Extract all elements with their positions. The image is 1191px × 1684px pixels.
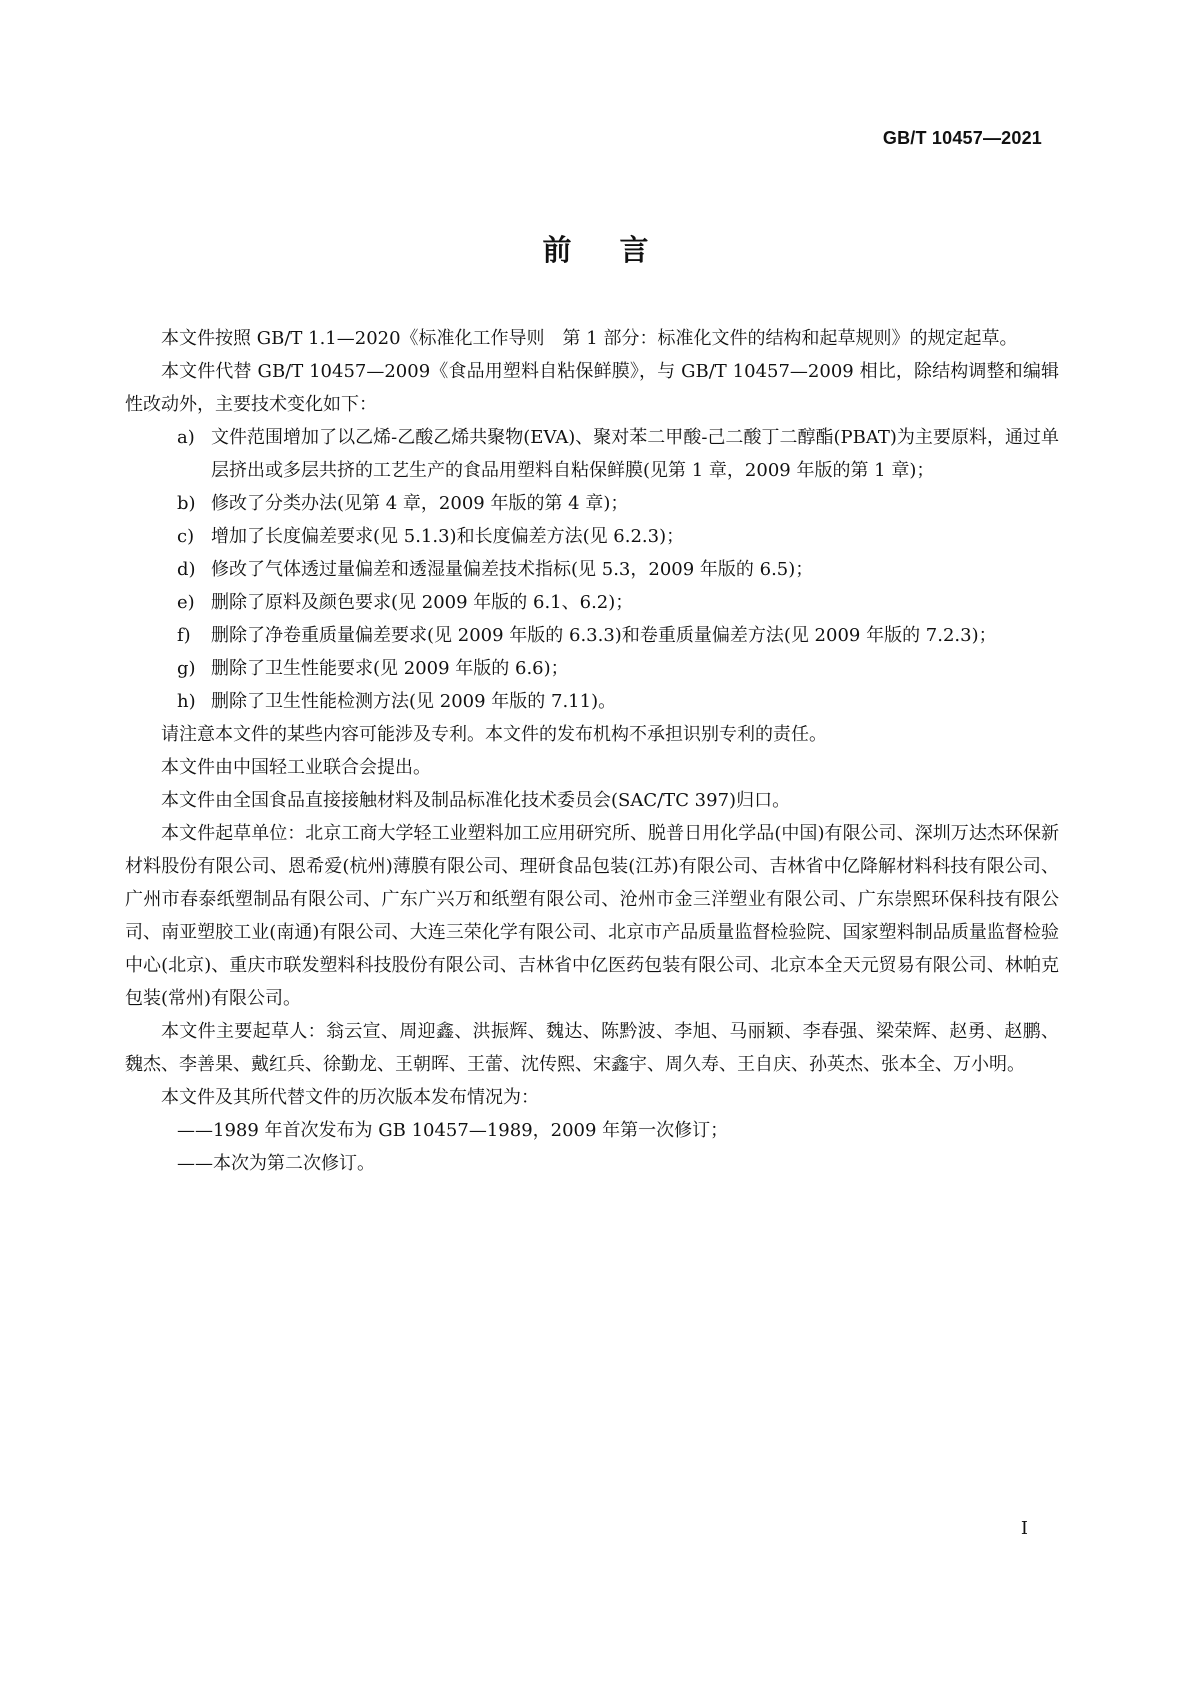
list-item-label: e) bbox=[177, 592, 195, 613]
list-item-text: 删除了原料及颜色要求(见 2009 年版的 6.1、6.2)； bbox=[211, 592, 634, 613]
list-item-label: d) bbox=[177, 559, 196, 580]
paragraph-history-intro: 本文件及其所代替文件的历次版本发布情况为： bbox=[161, 1087, 539, 1108]
list-item-label: f) bbox=[177, 625, 191, 646]
list-item-text: 增加了长度偏差要求(见 5.1.3)和长度偏差方法(见 6.2.3)； bbox=[211, 526, 685, 547]
list-item bbox=[125, 487, 1059, 520]
list-item bbox=[125, 553, 1059, 586]
paragraph-drafting-units: 本文件起草单位：北京工商大学轻工业塑料加工应用研究所、脱普日用化学品(中国)有限公司、深圳万达杰环保新材料股份有限公司、恩希爱(杭州)薄膜有限公司、理研食品包装(江苏)有限公司、吉林省中亿降解材料科技有限公司、广州市春泰纸塑制品有限公司、广东广兴万和纸塑有限公司、沧州市金三洋塑业有限公司、广东崇熙环保科技有限公司、南亚塑胶工业(南通)有限公司、大连三荣化学有限公司、北京市产品质量监督检验院、国家塑料制品质量监督检验中心(北京)、重庆市联发塑料科技股份有限公司、吉林省中亿医药包装有限公司、北京本全天元贸易有限公司、林帕克包装(常州)有限公司。 bbox=[125, 823, 1059, 1009]
paragraph-proposer: 本文件由中国轻工业联合会提出。 bbox=[161, 757, 431, 778]
list-item-label: c) bbox=[177, 526, 195, 547]
history-item: ——1989 年首次发布为 GB 10457—1989，2009 年第一次修订； bbox=[177, 1120, 729, 1141]
paragraph-technical-committee: 本文件由全国食品直接接触材料及制品标准化技术委员会(SAC/TC 397)归口。 bbox=[161, 790, 791, 811]
list-item-text: 文件范围增加了以乙烯-乙酸乙烯共聚物(EVA)、聚对苯二甲酸-己二酸丁二醇酯(PBAT)为主要原料，通过单层挤出或多层共挤的工艺生产的食品用塑料自粘保鲜膜(见第 1 章，2009 年版的第 1 章)； bbox=[211, 427, 1059, 481]
list-item-label: h) bbox=[177, 691, 196, 712]
history-item: ——本次为第二次修订。 bbox=[177, 1153, 375, 1174]
list-item-text: 删除了净卷重质量偏差要求(见 2009 年版的 6.3.3)和卷重质量偏差方法(见 2009 年版的 7.2.3)； bbox=[211, 625, 997, 646]
page-number: I bbox=[1020, 1518, 1028, 1539]
list-item-label: g) bbox=[177, 658, 196, 679]
paragraph-drafting-rules: 本文件按照 GB/T 1.1—2020《标准化工作导则 第 1 部分：标准化文件的结构和起草规则》的规定起草。 bbox=[161, 328, 1018, 349]
list-item bbox=[125, 652, 1059, 685]
list-item bbox=[125, 520, 1059, 553]
list-item-label: a) bbox=[177, 427, 195, 448]
list-item bbox=[125, 586, 1059, 619]
list-item-text: 删除了卫生性能要求(见 2009 年版的 6.6)； bbox=[211, 658, 569, 679]
list-item-label: b) bbox=[177, 493, 196, 514]
paragraph-patent-notice: 请注意本文件的某些内容可能涉及专利。本文件的发布机构不承担识别专利的责任。 bbox=[161, 724, 827, 745]
list-item-text: 修改了气体透过量偏差和透湿量偏差技术指标(见 5.3，2009 年版的 6.5)； bbox=[211, 559, 814, 580]
paragraph-drafters: 本文件主要起草人：翁云宣、周迎鑫、洪振辉、魏达、陈黔波、李旭、马丽颖、李春强、梁荣辉、赵勇、赵鹏、魏杰、李善果、戴红兵、徐勤龙、王朝晖、王蕾、沈传熙、宋鑫宇、周久寿、王自庆、孙英杰、张本全、万小明。 bbox=[125, 1021, 1059, 1075]
document-body bbox=[125, 322, 1059, 1180]
paragraph-replacement: 本文件代替 GB/T 10457—2009《食品用塑料自粘保鲜膜》，与 GB/T 10457—2009 相比，除结构调整和编辑性改动外，主要技术变化如下： bbox=[125, 361, 1059, 415]
list-item bbox=[125, 619, 1059, 652]
page-title: 前言 bbox=[542, 233, 697, 267]
standard-number: GB/T 10457—2021 bbox=[882, 128, 1042, 148]
list-item-text: 删除了卫生性能检测方法(见 2009 年版的 7.11)。 bbox=[211, 691, 617, 712]
list-item-text: 修改了分类办法(见第 4 章，2009 年版的第 4 章)； bbox=[211, 493, 629, 514]
list-item bbox=[125, 685, 1059, 718]
list-item bbox=[125, 421, 1059, 487]
